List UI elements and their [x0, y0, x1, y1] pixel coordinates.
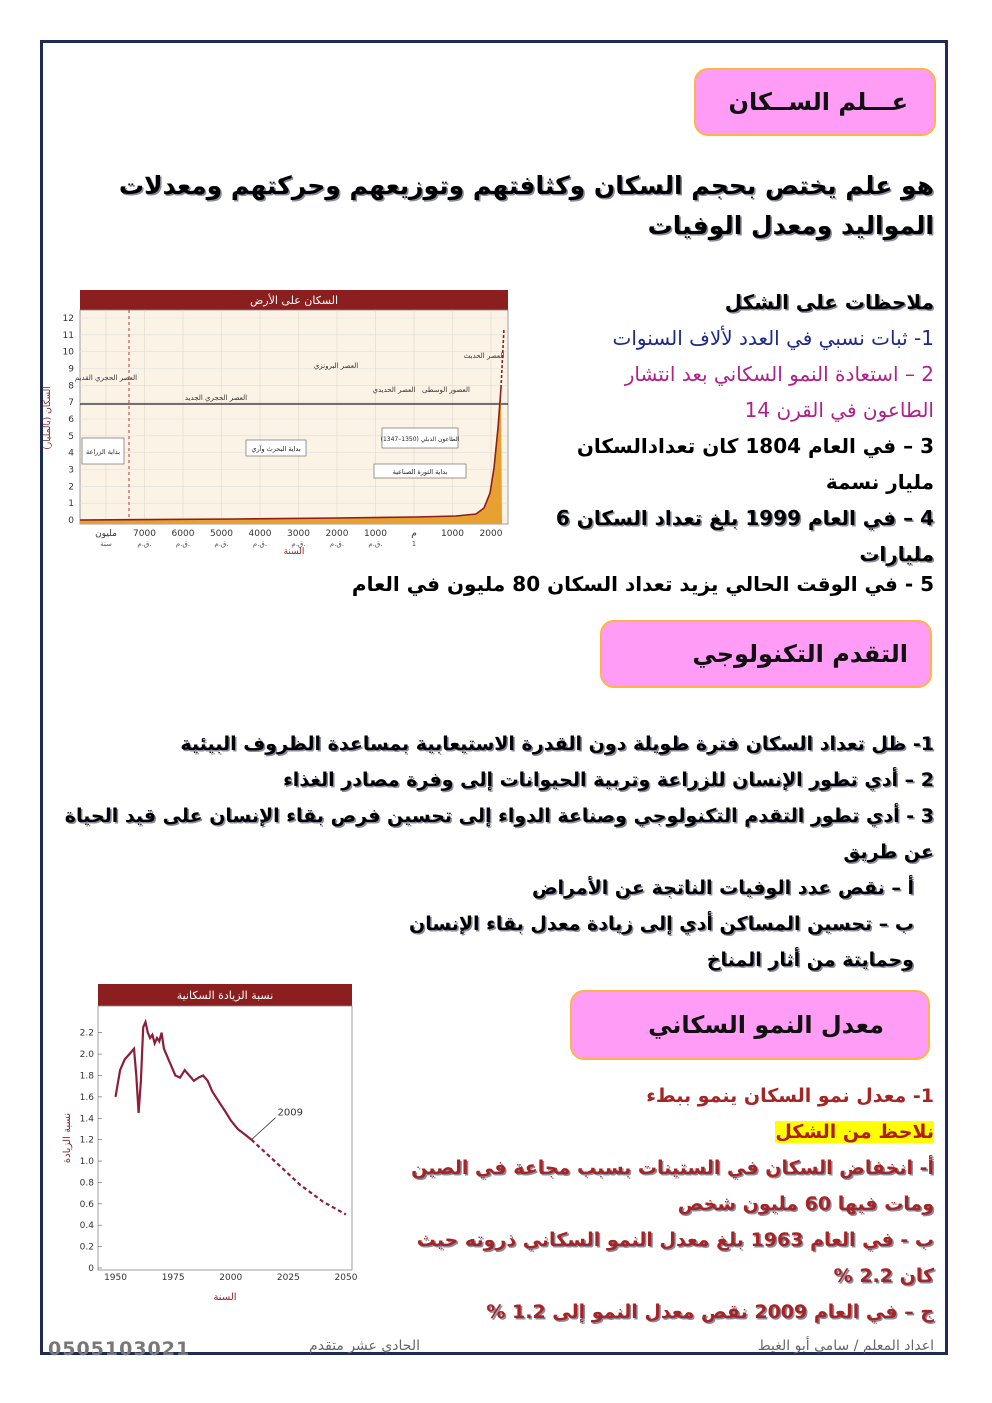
chart1-x-tick: م: [411, 529, 417, 539]
chart2-plot-area: [98, 1006, 352, 1270]
chart1-y-tick: 8: [68, 381, 74, 392]
chart1-x-tick-suffix: سنة: [100, 540, 112, 548]
chart1-x-tick: 1000: [441, 529, 464, 539]
chart2-y-tick: 1.0: [79, 1157, 94, 1168]
annotation-agriculture: بداية الزراعة: [85, 448, 121, 456]
notes-block: [510, 284, 934, 572]
tech-item-3a: 3 - أدي تطور التقدم التكنولوجي وصناعة الدواء إلى تحسين فرص بقاء الإنسان على قيد الحياة: [64, 805, 934, 827]
note-4a: 4 – في العام 1999 بلغ تعداد السكان 6: [555, 506, 934, 530]
tech-sub-b2: وحمايتة من أثار المناخ: [706, 949, 914, 971]
note-5: 5 - في الوقت الحالي يزيد تعداد السكان 80 مليون في العام: [351, 572, 934, 596]
chart1-x-tick: مليون: [95, 529, 117, 539]
era-medieval: العصور الوسطى: [422, 386, 470, 394]
footer-grade: الحادي عشر متقدم: [309, 1338, 420, 1354]
chart1-y-tick: 7: [68, 398, 74, 409]
note-3b: مليار نسمة: [825, 470, 934, 494]
growth-b2: كان 2.2 %: [833, 1265, 934, 1287]
chart1-x-tick: 6000: [171, 529, 195, 539]
section-title-text: التقدم التكنولوجي: [692, 640, 908, 668]
era-neolithic: العصر الحجري الجديد: [184, 394, 248, 402]
chart2-x-tick: 1975: [161, 1273, 185, 1283]
chart2-y-tick: 0.6: [79, 1199, 94, 1210]
era-iron: العصر الحديدي: [372, 386, 416, 394]
tech-item-1: 1- ظل تعداد السكان فترة طويلة دون القدرة الاستيعابية بمساعدة الظروف البيئية: [180, 733, 934, 755]
chart2-ylabel: نسبة الزيادة: [62, 1112, 73, 1164]
chart1-y-tick: 4: [68, 448, 74, 459]
chart1-x-tick: 7000: [133, 529, 156, 539]
section-title-demography: [694, 68, 936, 136]
notes-heading: ملاحظات على الشكل: [724, 290, 934, 314]
chart1-x-tick-suffix: ق.م.: [175, 540, 191, 548]
chart1-x-tick: 2000: [479, 529, 503, 539]
chart1-x-tick: 4000: [248, 529, 272, 539]
growth-a2: ومات فيها 60 مليون شخص: [677, 1193, 934, 1215]
chart1-x-tick-suffix: 1: [411, 540, 417, 548]
section-title-growth-rate: [570, 990, 930, 1060]
chart2-x-tick: 2025: [276, 1273, 300, 1283]
footer-phone: 0505103021: [48, 1338, 191, 1360]
chart1-x-tick-suffix: ق.م.: [329, 540, 345, 548]
chart2-annotation: 2009: [277, 1107, 303, 1119]
chart1-x-tick-suffix: ق.م.: [137, 540, 152, 548]
definition-line-1: هو علم يختص بحجم السكان وكثافتهم وتوزيعهم وحركتهم ومعدلات: [118, 171, 934, 200]
chart1-y-ticks: [63, 314, 75, 526]
chart2-y-tick: 2.0: [79, 1050, 94, 1061]
chart1-x-tick: 5000: [210, 529, 233, 539]
growth-item-1-text: 1- معدل نمو السكان ينمو ببطء: [646, 1085, 934, 1107]
growth-rate-chart: [56, 982, 362, 1306]
technology-list: [20, 726, 934, 870]
era-paleolithic: العصر الحجري القديم: [74, 374, 138, 382]
chart2-x-ticks: [104, 1273, 358, 1283]
definition: [70, 166, 934, 246]
chart1-y-tick: 2: [68, 482, 74, 493]
chart1-x-tick: 1000: [364, 529, 387, 539]
growth-b1: ب - في العام 1963 بلغ معدل النمو السكاني ذروته حيث: [416, 1229, 934, 1251]
population-history-chart: [36, 288, 514, 560]
chart2-xlabel: السنة: [213, 1292, 237, 1303]
chart1-x-ticks: [95, 529, 503, 548]
chart1-y-tick: 12: [62, 314, 74, 324]
chart2-y-tick: 0.4: [79, 1221, 94, 1232]
footer-author: اعداد المعلم / سامي أبو الغيط: [757, 1338, 934, 1354]
chart2-y-tick: 1.4: [79, 1114, 94, 1125]
chart2-y-tick: 2.2: [79, 1028, 94, 1039]
annotation-plague: الطاعون الدبلي (1350–1347): [380, 436, 460, 443]
growth-notes: [370, 1078, 934, 1330]
technology-sublist: [380, 870, 914, 978]
chart1-ylabel: السكان (بالمليار): [43, 386, 53, 450]
chart1-y-tick: 5: [68, 431, 74, 442]
chart2-x-tick: 2050: [334, 1273, 358, 1283]
annotation-writing: بداية البحرث وآري: [251, 445, 301, 453]
chart1-y-tick: 6: [68, 415, 74, 425]
chart1-x-tick-suffix: ق.م.: [291, 540, 306, 548]
note-2a: 2 – استعادة النمو السكاني بعد انتشار: [624, 362, 934, 386]
growth-observe: [370, 1114, 934, 1150]
note-2b: الطاعون في القرن 14: [744, 398, 934, 422]
chart1-x-tick-suffix: ق.م.: [252, 540, 268, 548]
tech-sub-b1: ب – تحسين المساكن أدي إلى زيادة معدل بقاء الإنسان: [409, 913, 914, 935]
chart1-xlabel: السنة: [283, 547, 305, 557]
section-title-text: عـــلم الســكان: [728, 88, 908, 116]
tech-item-2: 2 – أدي تطور الإنسان للزراعة وتربية الحيوانات إلى وفرة مصادر الغذاء: [283, 769, 934, 791]
era-bronze: العصر البرونزي: [313, 362, 359, 370]
note-1: 1- ثبات نسبي في العدد لألاف السنوات: [612, 326, 934, 350]
note-4b: مليارات: [859, 542, 934, 566]
tech-item-3b: عن طريق: [843, 841, 934, 863]
growth-a1: أ- انخفاض السكان في الستينات بسبب مجاعة في الصين: [411, 1157, 934, 1179]
growth-item-1: [370, 1078, 934, 1114]
chart1-x-tick: 2000: [325, 529, 349, 539]
chart1-y-tick: 9: [68, 364, 74, 375]
chart2-y-tick: 1.8: [79, 1071, 94, 1082]
chart2-y-tick: 0: [88, 1264, 94, 1274]
chart1-y-tick: 1: [68, 499, 74, 510]
chart1-title: السكان على الأرض: [249, 294, 339, 307]
chart1-y-tick: 3: [68, 465, 74, 476]
chart1-y-tick: 10: [62, 347, 74, 358]
chart2-y-tick: 1.6: [79, 1092, 94, 1103]
era-modern: العصر الحديث: [463, 352, 505, 360]
chart2-y-tick: 0.2: [79, 1242, 94, 1253]
growth-c: ج – في العام 2009 نقص معدل النمو إلى 1.2 %: [486, 1301, 934, 1323]
chart1-x-tick-suffix: ق.م.: [368, 540, 383, 548]
chart1-x-tick-suffix: ق.م.: [214, 540, 229, 548]
annotation-industrial: بداية الثورة الصناعية: [392, 468, 448, 476]
chart2-x-tick: 2000: [219, 1273, 243, 1283]
note-3a: 3 – في العام 1804 كان تعدادالسكان: [576, 434, 934, 458]
chart1-x-tick: 3000: [287, 529, 310, 539]
section-title-technology: [600, 620, 932, 688]
chart2-title: نسبة الزيادة السكانية: [176, 989, 274, 1002]
observe-highlight: نلاحظ من الشكل: [775, 1121, 934, 1143]
chart2-y-tick: 0.8: [79, 1178, 94, 1189]
chart2-y-tick: 1.2: [79, 1135, 94, 1146]
section-title-text: معدل النمو السكاني: [648, 1011, 884, 1039]
definition-line-2: المواليد ومعدل الوفيات: [647, 211, 934, 240]
tech-sub-a: أ – نقص عدد الوفيات الناتجة عن الأمراض: [531, 877, 914, 899]
chart2-x-tick: 1950: [104, 1273, 127, 1283]
chart1-y-tick: 0: [68, 516, 74, 526]
chart1-y-tick: 11: [62, 330, 74, 341]
